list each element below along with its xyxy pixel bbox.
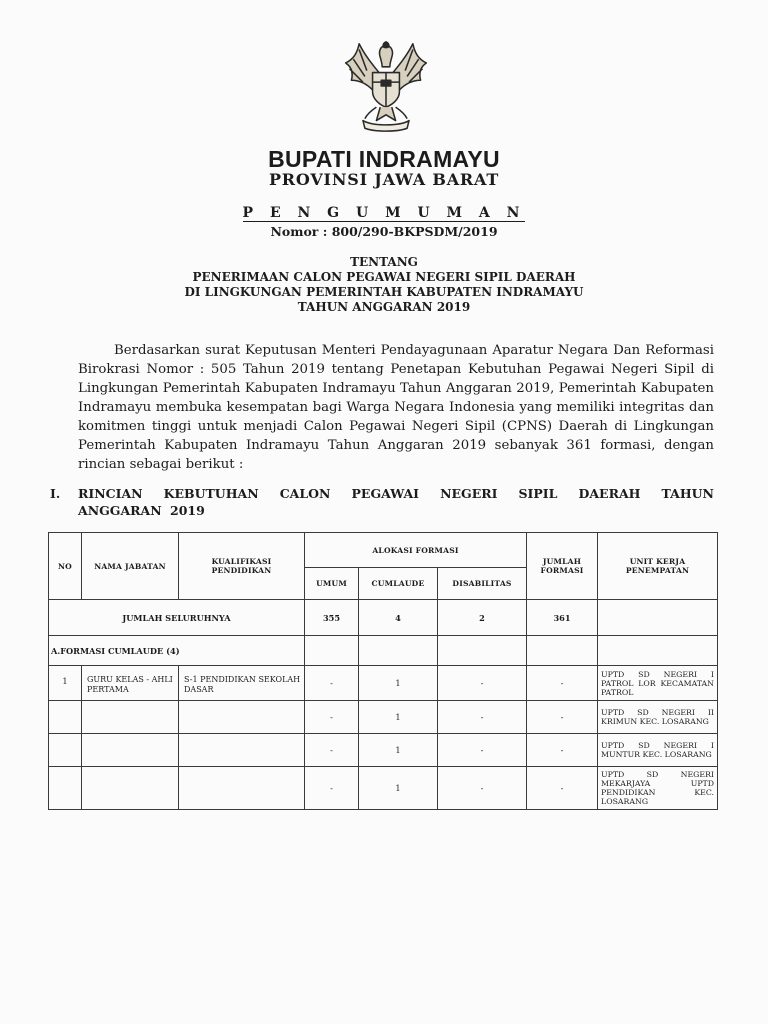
empty-cell [82, 767, 179, 810]
header-disabilitas: DISABILITAS [438, 568, 527, 600]
table-row-total [49, 600, 718, 636]
table-row [49, 734, 718, 767]
empty-cell [305, 636, 359, 666]
header-unit: UNIT KERJA PENEMPATAN [598, 533, 718, 600]
about-block [0, 255, 768, 315]
row-disabilitas: - [438, 734, 527, 767]
row-disabilitas: - [438, 767, 527, 810]
row-disabilitas: - [438, 701, 527, 734]
table-row-group [49, 636, 718, 666]
empty-cell [179, 701, 305, 734]
total-jumlah: 361 [527, 600, 598, 636]
body-text: Berdasarkan surat Keputusan Menteri Pendayagunaan Aparatur Negara Dan Reformasi Birokrasi Nomor : 505 Tahun 2019 tentang Penetapan Kebutuhan Pegawai Negeri Sipil di Lingkungan Pemerintah Kabupaten Indramayu Tahun Anggaran 2019, Pemerintah Kabupaten Indramayu membuka kesempatan bagi Warga Negara Indonesia yang memiliki integritas dan komitmen tinggi untuk menjadi Calon Pegawai Negeri Sipil (CPNS) Daerah di Lingkungan Pemerintah Kabupaten Indramayu Tahun Anggaran 2019 sebanyak 361 formasi, dengan rincian sebagai berikut : [78, 343, 714, 472]
total-label: JUMLAH SELURUHNYA [49, 600, 305, 636]
header-alokasi: ALOKASI FORMASI [305, 533, 527, 568]
section-heading [50, 485, 714, 519]
empty-cell [179, 767, 305, 810]
section-number: I. [50, 486, 61, 501]
empty-cell [527, 636, 598, 666]
row-jabatan: GURU KELAS - AHLI PERTAMA [82, 666, 179, 701]
row-unit: UPTD SD NEGERI I PATROL LOR KECAMATAN PATROL [598, 666, 718, 701]
row-disabilitas: - [438, 666, 527, 701]
empty-cell [179, 734, 305, 767]
header-jabatan: NAMA JABATAN [82, 533, 179, 600]
empty-cell [82, 701, 179, 734]
row-umum: - [305, 666, 359, 701]
page-subtitle: PROVINSI JAWA BARAT [268, 170, 500, 189]
empty-cell [49, 767, 82, 810]
about-line: DI LINGKUNGAN PEMERINTAH KABUPATEN INDRAMAYU [184, 285, 584, 299]
table-row [49, 767, 718, 810]
section-title: RINCIAN KEBUTUHAN CALON PEGAWAI NEGERI SIPIL DAERAH TAHUN ANGGARAN 2019 [78, 486, 714, 518]
announcement-label [0, 205, 768, 221]
row-kualifikasi: S-1 PENDIDIKAN SEKOLAH DASAR [179, 666, 305, 701]
group-label: A.FORMASI CUMLAUDE (4) [49, 636, 305, 666]
row-jumlah: - [527, 666, 598, 701]
page-title: BUPATI INDRAMAYU [268, 146, 500, 172]
row-unit: UPTD SD NEGERI I MUNTUR KEC. LOSARANG [598, 734, 718, 767]
header-jumlah: JUMLAH FORMASI [527, 533, 598, 600]
row-umum: - [305, 767, 359, 810]
empty-cell [49, 734, 82, 767]
empty-cell [438, 636, 527, 666]
row-cumlaude: 1 [359, 701, 438, 734]
about-line: TAHUN ANGGARAN 2019 [297, 300, 471, 314]
row-umum: - [305, 734, 359, 767]
total-umum: 355 [305, 600, 359, 636]
header-cumlaude: CUMLAUDE [359, 568, 438, 600]
row-umum: - [305, 701, 359, 734]
table-row [49, 666, 718, 701]
about-label: TENTANG [350, 255, 418, 269]
row-cumlaude: 1 [359, 666, 438, 701]
total-disabilitas: 2 [438, 600, 527, 636]
garuda-emblem-icon [338, 38, 434, 134]
announcement-number: Nomor : 800/290-BKPSDM/2019 [270, 224, 498, 239]
row-no: 1 [49, 666, 82, 701]
total-cumlaude: 4 [359, 600, 438, 636]
body-paragraph [78, 341, 714, 474]
header-no: NO [49, 533, 82, 600]
header-kualifikasi: KUALIFIKASI PENDIDIKAN [179, 533, 305, 600]
row-cumlaude: 1 [359, 767, 438, 810]
row-unit: UPTD SD NEGERI II KRIMUN KEC. LOSARANG [598, 701, 718, 734]
empty-cell [359, 636, 438, 666]
empty-cell [82, 734, 179, 767]
announcement-label-text: P E N G U M U M A N [242, 205, 526, 221]
about-line: PENERIMAAN CALON PEGAWAI NEGERI SIPIL DAERAH [192, 270, 576, 284]
row-jumlah: - [527, 767, 598, 810]
row-jumlah: - [527, 734, 598, 767]
table-row [49, 701, 718, 734]
total-unit [598, 600, 718, 636]
row-jumlah: - [527, 701, 598, 734]
row-unit: UPTD SD NEGERI MEKARJAYA UPTD PENDIDIKAN KEC. LOSARANG [598, 767, 718, 810]
header-umum: UMUM [305, 568, 359, 600]
row-cumlaude: 1 [359, 734, 438, 767]
empty-cell [49, 701, 82, 734]
empty-cell [598, 636, 718, 666]
formation-table [48, 532, 718, 810]
